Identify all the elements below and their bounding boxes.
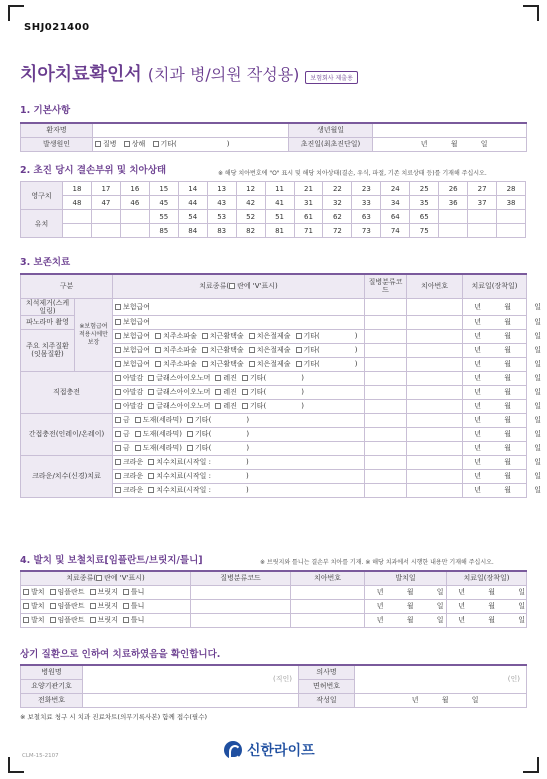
tooth-cell[interactable]: 28	[497, 182, 526, 196]
tooth-cell[interactable]	[497, 224, 526, 238]
tooth-cell[interactable]: 26	[439, 182, 468, 196]
tooth-cell[interactable]: 83	[207, 224, 236, 238]
tooth-cell[interactable]	[91, 224, 120, 238]
date-field[interactable]: 년 월 일	[365, 613, 447, 627]
date-field[interactable]: 년 월 일	[365, 585, 447, 599]
tooth-cell[interactable]: 54	[178, 210, 207, 224]
date-field[interactable]: 년 월 일	[463, 455, 527, 469]
section2-heading: 2. 초진 당시 결손부위 및 치아상태	[20, 165, 167, 176]
scaling-options: 보험급여	[113, 298, 365, 315]
tooth-number-field[interactable]	[407, 455, 463, 469]
tooth-cell[interactable]	[120, 210, 149, 224]
option-checkbox[interactable]	[187, 417, 193, 423]
col-disease-code: 질병분류코드	[191, 571, 291, 585]
option-checkbox[interactable]	[115, 445, 121, 451]
insured-checkbox[interactable]	[115, 319, 121, 325]
tooth-cell[interactable]: 52	[236, 210, 265, 224]
row-panorama: 파노라마 촬영	[21, 315, 75, 329]
cause-other-checkbox[interactable]	[153, 141, 159, 147]
option-checkbox[interactable]	[249, 333, 255, 339]
date-field[interactable]: 년 월 일	[447, 613, 527, 627]
option-checkbox[interactable]	[296, 361, 302, 367]
tooth-number-field[interactable]	[407, 315, 463, 329]
tooth-number-field[interactable]	[407, 343, 463, 357]
date-field[interactable]: 년 월 일	[463, 315, 527, 329]
tooth-cell[interactable]: 64	[381, 210, 410, 224]
disease-code-field[interactable]	[365, 343, 407, 357]
disease-code-field[interactable]	[191, 585, 291, 599]
option-checkbox[interactable]	[23, 617, 29, 623]
tooth-cell[interactable]: 48	[63, 196, 92, 210]
option-checkbox[interactable]	[115, 347, 121, 353]
title-sub: (치과 병/의원 작성용)	[147, 65, 300, 84]
row-scaling: 치석제거(스케일링)	[21, 298, 75, 315]
tooth-cell[interactable]: 41	[265, 196, 294, 210]
tooth-cell[interactable]: 32	[323, 196, 352, 210]
panorama-options: 보험급여	[113, 315, 365, 329]
tooth-cell[interactable]: 61	[294, 210, 323, 224]
written-date-label: 작성일	[299, 693, 355, 707]
col-treatment-type: 치료종류( 란에 'V'표시)	[21, 571, 191, 585]
disease-code-field[interactable]	[365, 427, 407, 441]
tooth-cell[interactable]	[497, 210, 526, 224]
date-field[interactable]: 년 월 일	[463, 357, 527, 371]
crown-root-canal-options: 크라운 치수치료(시작일 : )	[113, 483, 365, 497]
disease-code-field[interactable]	[365, 441, 407, 455]
option-checkbox[interactable]	[135, 445, 141, 451]
tooth-cell[interactable]: 53	[207, 210, 236, 224]
option-checkbox[interactable]	[23, 603, 29, 609]
disease-code-field[interactable]	[191, 613, 291, 627]
disease-code-field[interactable]	[365, 385, 407, 399]
date-field[interactable]: 년 월 일	[365, 599, 447, 613]
tooth-row-label: 유치	[21, 210, 63, 238]
company-logo	[224, 740, 315, 760]
tooth-cell[interactable]	[63, 210, 92, 224]
tooth-cell[interactable]	[468, 210, 497, 224]
form-code: CLM-15-2107	[22, 753, 59, 759]
prosthetic-options: 발치 임플란트 브릿지 틀니	[21, 599, 191, 613]
tooth-cell[interactable]: 18	[63, 182, 92, 196]
tooth-cell[interactable]: 38	[497, 196, 526, 210]
tooth-number-field[interactable]	[291, 585, 365, 599]
tooth-cell[interactable]: 73	[352, 224, 381, 238]
tooth-cell[interactable]: 13	[207, 182, 236, 196]
confirmation-statement: 상기 질환으로 인하여 치료하였음을 확인합니다.	[20, 649, 221, 660]
option-checkbox[interactable]	[115, 431, 121, 437]
option-checkbox[interactable]	[155, 347, 161, 353]
tooth-cell[interactable]: 43	[207, 196, 236, 210]
option-checkbox[interactable]	[115, 333, 121, 339]
option-checkbox[interactable]	[90, 589, 96, 595]
tooth-cell[interactable]	[439, 210, 468, 224]
row-indirect-filling: 간접충전(인레이/온레이)	[21, 413, 113, 455]
tooth-number-field[interactable]	[407, 469, 463, 483]
tooth-cell[interactable]: 44	[178, 196, 207, 210]
prosthetic-options: 발치 임플란트 브릿지 틀니	[21, 613, 191, 627]
periodontal-options: 보험급여 치주소파술 치근활택술 치은절제술 기타( )	[113, 357, 365, 371]
date-field[interactable]: 년 월 일	[463, 469, 527, 483]
tooth-cell[interactable]: 65	[410, 210, 439, 224]
tooth-number-field[interactable]	[407, 385, 463, 399]
insured-note: ※보험급여적용시에만 보장	[75, 298, 113, 371]
tooth-cell[interactable]: 81	[265, 224, 294, 238]
col-treatment-date: 치료일(장착일)	[463, 274, 527, 298]
date-field[interactable]: 년 월 일	[463, 298, 527, 315]
tooth-number-field[interactable]	[407, 483, 463, 497]
title-badge: 보험회사 제출용	[305, 71, 357, 84]
option-checkbox[interactable]	[202, 333, 208, 339]
tooth-cell[interactable]: 35	[410, 196, 439, 210]
date-field[interactable]: 년 월 일	[463, 371, 527, 385]
tooth-cell[interactable]	[439, 224, 468, 238]
tooth-cell[interactable]: 31	[294, 196, 323, 210]
prosthetic-options: 발치 임플란트 브릿지 틀니	[21, 585, 191, 599]
cause-injury-checkbox[interactable]	[124, 141, 130, 147]
first-dx-label: 초진일(최초진단일)	[289, 137, 373, 151]
tooth-cell[interactable]: 71	[294, 224, 323, 238]
cause-label: 발생원인	[21, 137, 93, 151]
tooth-number-field[interactable]	[407, 357, 463, 371]
option-checkbox[interactable]	[115, 417, 121, 423]
section3-heading: 3. 보존치료	[20, 257, 71, 268]
tooth-number-field[interactable]	[407, 399, 463, 413]
tooth-cell[interactable]: 33	[352, 196, 381, 210]
row-direct-filling: 직접충전	[21, 371, 113, 413]
tooth-cell[interactable]: 75	[410, 224, 439, 238]
option-checkbox[interactable]	[187, 445, 193, 451]
dob-field[interactable]	[373, 123, 527, 137]
written-date-field[interactable]: 년 월 일	[355, 693, 527, 707]
tooth-cell[interactable]: 25	[410, 182, 439, 196]
col-tooth-number: 치아번호	[407, 274, 463, 298]
tooth-cell[interactable]: 84	[178, 224, 207, 238]
option-checkbox[interactable]	[148, 459, 154, 465]
license-label: 면허번호	[299, 679, 355, 693]
tooth-number-field[interactable]	[407, 371, 463, 385]
hospital-info-table	[20, 664, 527, 708]
option-checkbox[interactable]	[242, 375, 248, 381]
date-field[interactable]: 년 월 일	[447, 585, 527, 599]
option-checkbox[interactable]	[115, 375, 121, 381]
patient-label: 환자명	[21, 123, 93, 137]
prosthetic-table	[20, 570, 527, 628]
tooth-number-field[interactable]	[407, 329, 463, 343]
option-checkbox[interactable]	[296, 333, 302, 339]
date-field[interactable]: 년 월 일	[463, 441, 527, 455]
option-checkbox[interactable]	[115, 473, 121, 479]
option-checkbox[interactable]	[123, 603, 129, 609]
col-disease-code: 질병분류코드	[365, 274, 407, 298]
crop-mark	[8, 757, 24, 773]
disease-code-field[interactable]	[191, 599, 291, 613]
option-checkbox[interactable]	[115, 361, 121, 367]
indirect-filling-options: 금 도재(세라믹) 기타( )	[113, 413, 365, 427]
disease-code-field[interactable]	[365, 413, 407, 427]
option-checkbox[interactable]	[50, 603, 56, 609]
disease-code-field[interactable]	[365, 329, 407, 343]
option-checkbox[interactable]	[155, 361, 161, 367]
dob-label: 생년월일	[289, 123, 373, 137]
option-checkbox[interactable]	[202, 347, 208, 353]
date-field[interactable]: 년 월 일	[463, 385, 527, 399]
disease-code-field[interactable]	[365, 455, 407, 469]
disease-code-field[interactable]	[365, 298, 407, 315]
row-periodontal: 주요 치주질환(잇몸질환)	[21, 329, 75, 371]
tooth-row-label: 영구치	[21, 182, 63, 210]
option-checkbox[interactable]	[115, 459, 121, 465]
tooth-cell[interactable]: 51	[265, 210, 294, 224]
direct-filling-options: 아말감 글래스아이오노머 레진 기타( )	[113, 385, 365, 399]
title-main: 치아치료확인서	[20, 64, 142, 85]
first-dx-date-field[interactable]: 년 월 일	[373, 137, 527, 151]
option-checkbox[interactable]	[23, 589, 29, 595]
logo-text: 신한라이프	[247, 743, 315, 759]
tooth-cell[interactable]: 12	[236, 182, 265, 196]
page-title	[20, 60, 358, 86]
tooth-cell[interactable]: 55	[149, 210, 178, 224]
tooth-cell[interactable]: 85	[149, 224, 178, 238]
option-checkbox[interactable]	[187, 431, 193, 437]
tooth-number-field[interactable]	[407, 298, 463, 315]
date-field[interactable]: 년 월 일	[463, 399, 527, 413]
tooth-number-field[interactable]	[407, 441, 463, 455]
date-field[interactable]: 년 월 일	[463, 483, 527, 497]
tooth-number-field[interactable]	[291, 599, 365, 613]
tooth-cell[interactable]: 22	[323, 182, 352, 196]
col-treatment-date: 치료일(장착일)	[447, 571, 527, 585]
indirect-filling-options: 금 도재(세라믹) 기타( )	[113, 441, 365, 455]
tooth-number-field[interactable]	[407, 427, 463, 441]
date-field[interactable]: 년 월 일	[447, 599, 527, 613]
tooth-cell[interactable]: 42	[236, 196, 265, 210]
option-checkbox[interactable]	[148, 375, 154, 381]
tooth-cell[interactable]: 14	[178, 182, 207, 196]
signature-placeholder: (인)	[507, 675, 520, 684]
option-checkbox[interactable]	[215, 375, 221, 381]
date-field[interactable]: 년 월 일	[463, 343, 527, 357]
tooth-cell[interactable]: 24	[381, 182, 410, 196]
tooth-cell[interactable]: 36	[439, 196, 468, 210]
tooth-cell[interactable]: 37	[468, 196, 497, 210]
option-checkbox[interactable]	[123, 617, 129, 623]
direct-filling-options: 아말감 글래스아이오노머 레진 기타( )	[113, 399, 365, 413]
tooth-cell[interactable]: 15	[149, 182, 178, 196]
tooth-cell[interactable]: 17	[91, 182, 120, 196]
option-checkbox[interactable]	[215, 403, 221, 409]
footnote: ※ 보철치료 청구 시 치과 진료차트(의무기록사본) 함께 접수(필수)	[20, 713, 208, 721]
basic-info-table	[20, 122, 527, 152]
col-division: 구분	[21, 274, 113, 298]
option-checkbox[interactable]	[215, 389, 221, 395]
option-checkbox[interactable]	[90, 603, 96, 609]
row-crown-root-canal: 크라운/치수(신경)치료	[21, 455, 113, 497]
option-checkbox[interactable]	[148, 473, 154, 479]
option-checkbox[interactable]	[90, 617, 96, 623]
section2-note: ※ 해당 치아번호에 "O" 표시 및 해당 치아상태(결손, 우식, 파절, 기존 치료상태 등)를 기재해 주십시오.	[218, 170, 487, 177]
tooth-cell[interactable]	[91, 210, 120, 224]
col-treatment-type: 치료종류( 란에 'V'표시)	[113, 274, 365, 298]
disease-code-field[interactable]	[365, 315, 407, 329]
tooth-cell[interactable]	[468, 224, 497, 238]
option-checkbox[interactable]	[123, 589, 129, 595]
tooth-cell[interactable]: 46	[120, 196, 149, 210]
disease-code-field[interactable]	[365, 357, 407, 371]
tooth-cell[interactable]	[63, 224, 92, 238]
option-checkbox[interactable]	[50, 617, 56, 623]
crop-mark	[8, 5, 24, 21]
option-checkbox[interactable]	[296, 347, 302, 353]
section4-heading: 4. 발치 및 보철치료[임플란트/브릿지/틀니]	[20, 555, 203, 566]
insured-checkbox[interactable]	[115, 304, 121, 310]
cause-disease-checkbox[interactable]	[95, 141, 101, 147]
disease-code-field[interactable]	[365, 399, 407, 413]
tooth-cell[interactable]: 11	[265, 182, 294, 196]
tooth-cell[interactable]: 63	[352, 210, 381, 224]
seal-placeholder: (직인)	[273, 675, 292, 684]
tooth-cell[interactable]: 74	[381, 224, 410, 238]
tooth-cell[interactable]: 21	[294, 182, 323, 196]
periodontal-options: 보험급여 치주소파술 치근활택술 치은절제술 기타( )	[113, 343, 365, 357]
doctor-label: 의사명	[299, 665, 355, 679]
conservative-treatment-table	[20, 273, 541, 498]
option-checkbox[interactable]	[242, 389, 248, 395]
disease-code-field[interactable]	[365, 371, 407, 385]
option-checkbox[interactable]	[135, 431, 141, 437]
col-tooth-number: 치아번호	[291, 571, 365, 585]
tooth-chart-table	[20, 181, 526, 238]
cause-options: 질병 상해 기타( )	[93, 137, 289, 151]
doctor-field[interactable]	[355, 665, 527, 693]
option-checkbox[interactable]	[148, 487, 154, 493]
inst-code-label: 요양기관기호	[21, 679, 83, 693]
tooth-cell[interactable]: 62	[323, 210, 352, 224]
date-field[interactable]: 년 월 일	[463, 329, 527, 343]
crown-root-canal-options: 크라운 치수치료(시작일 : )	[113, 469, 365, 483]
section4-note: ※ 브릿지와 틀니는 결손부 치아를 기재. ※ 해당 치과에서 시행한 내용만 기재해 주십시오.	[260, 559, 494, 566]
section1-heading: 1. 기본사항	[20, 105, 71, 116]
indirect-filling-options: 금 도재(세라믹) 기타( )	[113, 427, 365, 441]
tooth-cell[interactable]: 34	[381, 196, 410, 210]
tooth-cell[interactable]	[120, 224, 149, 238]
option-checkbox[interactable]	[115, 487, 121, 493]
direct-filling-options: 아말감 글래스아이오노머 레진 기타( )	[113, 371, 365, 385]
option-checkbox[interactable]	[249, 347, 255, 353]
tooth-cell[interactable]: 82	[236, 224, 265, 238]
tooth-cell[interactable]: 45	[149, 196, 178, 210]
option-checkbox[interactable]	[50, 589, 56, 595]
hospital-field[interactable]	[83, 665, 299, 693]
tooth-cell[interactable]: 72	[323, 224, 352, 238]
option-checkbox[interactable]	[202, 361, 208, 367]
option-checkbox[interactable]	[148, 403, 154, 409]
tooth-number-field[interactable]	[407, 413, 463, 427]
disease-code-field[interactable]	[365, 469, 407, 483]
document-number: SHJ021400	[24, 22, 90, 33]
hospital-label: 병원명	[21, 665, 83, 679]
crop-mark	[523, 757, 539, 773]
tooth-cell[interactable]: 47	[91, 196, 120, 210]
option-checkbox[interactable]	[135, 417, 141, 423]
date-field[interactable]: 년 월 일	[463, 427, 527, 441]
tooth-cell[interactable]: 16	[120, 182, 149, 196]
option-checkbox[interactable]	[155, 333, 161, 339]
phone-field[interactable]	[83, 693, 299, 707]
option-checkbox[interactable]	[115, 403, 121, 409]
crop-mark	[523, 5, 539, 21]
periodontal-options: 보험급여 치주소파술 치근활택술 치은절제술 기타( )	[113, 329, 365, 343]
option-checkbox[interactable]	[148, 389, 154, 395]
phone-label: 전화번호	[21, 693, 83, 707]
patient-name-field[interactable]	[93, 123, 289, 137]
option-checkbox[interactable]	[115, 389, 121, 395]
tooth-number-field[interactable]	[291, 613, 365, 627]
date-field[interactable]: 년 월 일	[463, 413, 527, 427]
disease-code-field[interactable]	[365, 483, 407, 497]
col-extraction-date: 발치일	[365, 571, 447, 585]
option-checkbox[interactable]	[249, 361, 255, 367]
tooth-cell[interactable]: 27	[468, 182, 497, 196]
tooth-cell[interactable]: 23	[352, 182, 381, 196]
crown-root-canal-options: 크라운 치수치료(시작일 : )	[113, 455, 365, 469]
option-checkbox[interactable]	[242, 403, 248, 409]
logo-icon	[224, 741, 242, 759]
